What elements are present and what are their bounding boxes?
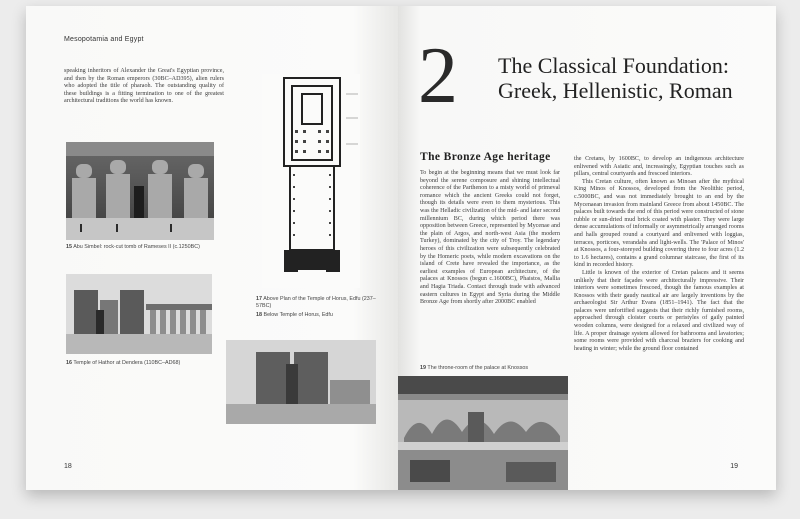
caption-text: Below Temple of Horus, Edfu xyxy=(263,312,333,318)
book-spread xyxy=(26,6,776,490)
caption-text: Above Plan of the Temple of Horus, Edfu (237–57BC) xyxy=(256,296,376,309)
right-column-2 xyxy=(574,156,744,353)
page-number: 18 xyxy=(64,463,72,470)
page-number: 19 xyxy=(730,463,738,470)
caption-text: Abu Simbel: rock-cut tomb of Rameses II (c.1250BC) xyxy=(73,244,200,250)
paragraph: To begin at the beginning means that we must look far beyond the serene composure and shining intellectual coherence of the Parthenon to a misty world of primeval romance which the ancient Greeks could not forget, though its details were even to them mysterious. This was the Helladic civilization of the mid- and later second millennium BC, during which period there was opposition between Greece, represented by Mycenae and the plain of Argos, and north-west Asia (the modern Turkey), dominated by the city of Troy. The legendary heroes of this civilization were subsequently celebrated by the Homeric poets, while modern excavations on the island of Crete have revealed the importance, as the earliest examples of European architecture, of the palaces at Knossos (begun c.1600BC), Phaistos, Mallia and Hagia Triada. Contact through trade with advanced eastern cultures in Egypt and Syria during the Middle Bronze Age from shortly after 2000BC enabled xyxy=(420,170,560,306)
left-paragraph: speaking inheritors of Alexander the Great's Egyptian province, and then by the Roman emperors (30BC–AD395), alien rulers who adopted the title of pharaoh. The outstanding quality of these buildings is a fitting termination to one of the greatest architectural traditions the world has known. xyxy=(64,68,224,105)
section-heading: The Bronze Age heritage xyxy=(420,151,551,163)
knossos-throne-room-photo xyxy=(398,376,568,490)
caption-number: 19 xyxy=(420,365,426,371)
edfu-temple-photo xyxy=(226,340,376,424)
caption-18 xyxy=(256,312,376,319)
caption-17 xyxy=(256,296,376,309)
caption-number: 16 xyxy=(66,360,72,366)
right-column-1 xyxy=(420,170,560,307)
chapter-title-line: Greek, Hellenistic, Roman xyxy=(498,78,733,103)
chapter-number: 2 xyxy=(418,32,458,120)
left-page xyxy=(26,6,398,490)
caption-15 xyxy=(66,244,226,251)
abu-simbel-photo xyxy=(66,142,214,240)
caption-text: Temple of Hathor at Dendera (110BC–AD68) xyxy=(73,360,181,366)
dendera-temple-photo xyxy=(66,274,212,354)
caption-19 xyxy=(420,365,570,372)
right-page xyxy=(398,6,776,490)
running-head: Mesopotamia and Egypt xyxy=(64,36,144,43)
caption-number: 15 xyxy=(66,244,72,250)
caption-number: 17 xyxy=(256,296,262,302)
chapter-title-line: The Classical Foundation: xyxy=(498,53,729,78)
caption-number: 18 xyxy=(256,312,262,318)
paragraph: Little is known of the exterior of Cretan palaces and it seems unlikely that their façades were architecturally impressive. Their interiors were sometimes frescoed, though the famous examples at Knossos with their gaudy nautical air are largely inventions by the archaeologist Sir Arthur Evans (1851–1941). The fact that the palaces were unfortified suggests that their richly furnished rooms, approached through cloister courts or peristyles of gaily painted wooden columns, were designed for a relaxed and civilized way of life. A proper drainage system allowed for bathrooms and lavatories; some rooms were provided with charcoal braziers for cooking and heating in winter; while the ground floor contained xyxy=(574,269,744,352)
paragraph: the Cretans, by 1600BC, to develop an indigenous architecture enlivened with Asiatic and, increasingly, Egyptian touches such as pillars, central courtyards and frescoed interiors. xyxy=(574,156,744,178)
chapter-title xyxy=(498,53,733,103)
edfu-temple-plan xyxy=(262,74,360,288)
caption-text: The throne-room of the palace at Knossos xyxy=(427,365,529,371)
left-body-text xyxy=(64,68,224,106)
caption-16 xyxy=(66,360,226,367)
paragraph: This Cretan culture, often known as Minoan after the mythical King Minos of Knossos, developed from the Neolithic period, c.5000BC, and was not immediately brought to an end by the Mycenaean invasion from mainland Greece from about 1450BC. The palaces built towards the end of this period were constructed of stone rubble or sun-dried mud brick coated with plaster. They were large dense accumulations of informally or asymmetrically arranged rooms and halls grouped round a courtyard and enlivened with loggias, terraces, porticoes, verandahs and light-wells. The 'Palace of Minos' at Knossos, a four-storeyed building covering three to four acres (1.2 to 1.6 hectares), contains a grand columnar staircase, the first of its kind in recorded history. xyxy=(574,178,744,269)
